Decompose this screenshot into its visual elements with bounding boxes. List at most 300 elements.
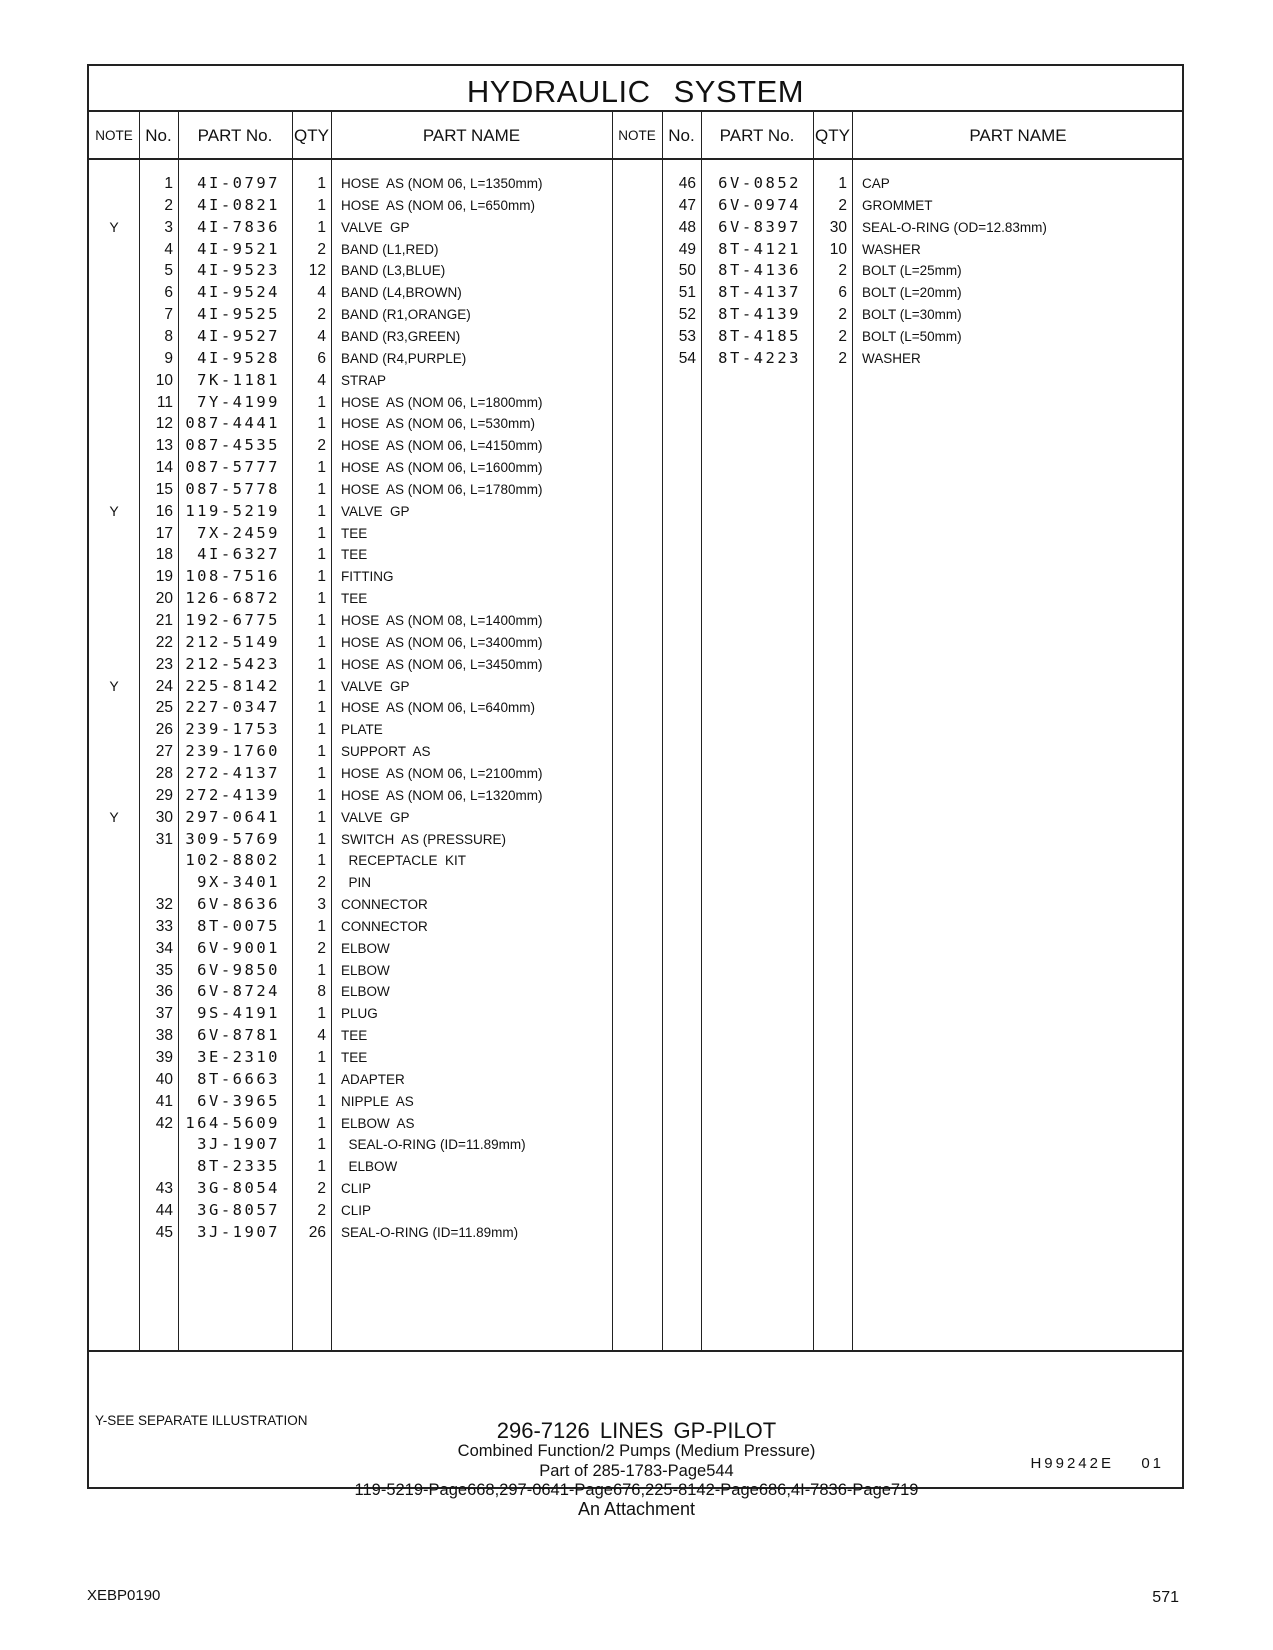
row-part-number: 6V-8397 [718, 217, 801, 236]
row-quantity: 2 [317, 939, 326, 957]
row-number: 49 [678, 240, 696, 258]
row-part-name: BAND (R1,ORANGE) [341, 307, 471, 323]
footnote: Y-SEE SEPARATE ILLUSTRATION [95, 1413, 308, 1428]
row-part-number: 7K-1181 [197, 370, 280, 389]
row-number: 23 [155, 655, 173, 673]
row-part-number: 297-0641 [185, 807, 280, 826]
table-row [89, 587, 1184, 610]
caption-subtitle: Combined Function/2 Pumps (Medium Pressure) [457, 1442, 816, 1460]
row-part-name: SEAL-O-RING (OD=12.83mm) [862, 219, 1047, 235]
row-quantity: 1 [317, 786, 326, 804]
row-quantity: 8 [317, 983, 326, 1001]
row-part-number: 239-1760 [185, 742, 280, 761]
drawing-revision: 01 [1141, 1455, 1164, 1472]
row-quantity: 1 [317, 677, 326, 695]
row-number: 41 [155, 1092, 173, 1110]
row-part-name: NIPPLE AS [341, 1093, 414, 1109]
row-quantity: 1 [317, 546, 326, 564]
table-row [89, 828, 1184, 851]
row-part-name: BOLT (L=50mm) [862, 328, 962, 344]
row-quantity: 4 [317, 1027, 326, 1045]
row-part-name: PLATE [341, 722, 383, 738]
row-part-number: 4I-9527 [197, 326, 280, 345]
row-quantity: 1 [317, 590, 326, 608]
row-quantity: 1 [317, 961, 326, 979]
table-row [89, 980, 1184, 1003]
row-part-number: 4I-9524 [197, 283, 280, 302]
parts-table-frame [87, 64, 1184, 1489]
row-part-number: 272-4139 [185, 785, 280, 804]
table-row [89, 194, 1184, 217]
row-number: 36 [155, 983, 173, 1001]
row-part-name: TEE [341, 547, 368, 563]
row-part-number: 272-4137 [185, 763, 280, 782]
row-part-number: 6V-9850 [197, 960, 280, 979]
row-part-number: 6V-9001 [197, 938, 280, 957]
table-row [89, 653, 1184, 676]
row-quantity: 2 [317, 874, 326, 892]
header-part-no: PART No. [719, 126, 795, 145]
row-quantity: 1 [317, 1136, 326, 1154]
caption-title: 296-7126 LINES GP-PILOT [496, 1418, 777, 1443]
row-quantity: 2 [317, 1180, 326, 1198]
table-row [89, 478, 1184, 501]
row-part-name: HOSE AS (NOM 06, L=650mm) [341, 197, 535, 213]
table-row [89, 806, 1184, 829]
table-row [89, 1133, 1184, 1156]
row-quantity: 1 [317, 852, 326, 870]
row-quantity: 1 [317, 502, 326, 520]
row-number: 5 [164, 262, 173, 280]
row-number: 54 [678, 349, 696, 367]
row-part-name: HOSE AS (NOM 06, L=1350mm) [341, 176, 543, 191]
row-part-name: SEAL-O-RING (ID=11.89mm) [341, 1137, 526, 1153]
row-quantity: 1 [317, 699, 326, 717]
row-part-number: 8T-4139 [718, 305, 801, 324]
table-row [89, 631, 1184, 654]
row-part-number: 8T-4136 [718, 261, 801, 280]
header-qty: QTY [815, 126, 850, 145]
row-note: Y [109, 808, 119, 825]
row-quantity: 1 [317, 1114, 326, 1132]
row-part-name: HOSE AS (NOM 06, L=3450mm) [341, 656, 543, 672]
row-number: 43 [155, 1180, 173, 1198]
row-part-name: ELBOW AS [341, 1115, 415, 1131]
row-part-name: TEE [341, 1028, 368, 1044]
row-quantity: 1 [317, 743, 326, 761]
row-part-number: 3J-1907 [197, 1222, 280, 1241]
row-quantity: 1 [317, 633, 326, 651]
header-part-no: PART No. [197, 126, 273, 145]
row-quantity: 2 [317, 1201, 326, 1219]
row-part-number: 6V-0852 [718, 174, 801, 192]
row-quantity: 2 [838, 349, 847, 367]
row-note: Y [109, 502, 119, 519]
row-quantity: 2 [838, 196, 847, 214]
row-part-name: VALVE GP [341, 219, 410, 235]
table-row [89, 1155, 1184, 1178]
row-part-name: HOSE AS (NOM 06, L=1800mm) [341, 394, 543, 410]
table-row [89, 259, 1184, 282]
table-row [89, 1024, 1184, 1047]
row-part-name: HOSE AS (NOM 06, L=530mm) [341, 416, 535, 432]
row-number: 16 [155, 502, 173, 520]
header-note: NOTE [95, 128, 133, 143]
row-number: 7 [164, 306, 173, 324]
row-part-number: 4I-9523 [197, 261, 280, 280]
row-part-number: 225-8142 [185, 676, 280, 695]
row-quantity: 1 [317, 655, 326, 673]
table-row [89, 325, 1184, 348]
row-part-number: 8T-6663 [197, 1069, 280, 1088]
table-row [89, 1199, 1184, 1222]
table-row [89, 675, 1184, 698]
row-number: 14 [155, 459, 173, 477]
row-quantity: 1 [317, 459, 326, 477]
table-row [89, 391, 1184, 414]
table-row [89, 281, 1184, 304]
row-number: 39 [155, 1049, 173, 1066]
row-number: 47 [678, 196, 696, 214]
row-part-number: 164-5609 [185, 1113, 280, 1132]
table-row [89, 1177, 1184, 1200]
row-number: 11 [156, 393, 173, 411]
row-part-name: PIN [341, 875, 372, 891]
row-quantity: 2 [838, 306, 847, 324]
row-quantity: 2 [838, 262, 847, 280]
table-row [89, 522, 1184, 545]
row-part-name: STRAP [341, 372, 387, 388]
row-part-name: HOSE AS (NOM 06, L=640mm) [341, 700, 535, 716]
row-quantity: 1 [317, 1005, 326, 1023]
row-quantity: 1 [317, 175, 326, 192]
row-part-name: RECEPTACLE KIT [341, 853, 467, 869]
row-part-name: CAP [862, 176, 890, 191]
table-row [89, 347, 1184, 370]
table-row [89, 216, 1184, 239]
row-quantity: 2 [317, 306, 326, 324]
header-no: No. [668, 126, 695, 145]
row-number: 17 [155, 524, 173, 542]
row-number: 6 [164, 284, 173, 302]
row-part-number: 6V-8781 [197, 1026, 280, 1045]
row-number: 25 [155, 699, 173, 717]
row-part-name: ELBOW [341, 984, 390, 1000]
table-row [89, 303, 1184, 326]
row-part-name: HOSE AS (NOM 06, L=4150mm) [341, 438, 543, 454]
table-row [89, 412, 1184, 435]
row-part-number: 8T-2335 [197, 1157, 280, 1176]
header-qty: QTY [294, 126, 329, 145]
row-part-name: WASHER [862, 241, 921, 257]
table-row [89, 1046, 1184, 1069]
row-part-number: 126-6872 [185, 589, 280, 608]
row-number: 19 [155, 568, 173, 586]
row-number: 38 [155, 1027, 173, 1045]
row-quantity: 2 [317, 437, 326, 455]
row-part-number: 4I-9525 [197, 305, 280, 324]
caption-page-references: 119-5219-Page668,297-0641-Page676,225-8142-Page686,4I-7836-Page719 [354, 1481, 919, 1499]
row-quantity: 1 [317, 1158, 326, 1176]
row-number: 18 [155, 546, 173, 564]
row-part-number: 4I-0821 [197, 195, 280, 214]
page-number: 571 [1152, 1589, 1179, 1606]
table-row [89, 565, 1184, 588]
row-number: 50 [678, 262, 696, 280]
row-quantity: 1 [317, 480, 326, 498]
row-note: Y [109, 218, 119, 235]
row-part-name: CLIP [341, 1181, 372, 1197]
table-row [89, 696, 1184, 719]
table-row [89, 915, 1184, 938]
row-number: 34 [155, 939, 173, 957]
row-quantity: 1 [317, 721, 326, 739]
table-row [89, 1068, 1184, 1091]
row-number: 42 [155, 1114, 173, 1132]
row-note: Y [109, 677, 119, 694]
row-quantity: 1 [317, 196, 326, 214]
row-number: 51 [678, 284, 696, 302]
row-part-name: CLIP [341, 1202, 372, 1218]
row-quantity: 30 [829, 218, 847, 236]
row-part-number: 192-6775 [185, 611, 280, 629]
row-number: 44 [155, 1201, 173, 1219]
row-quantity: 1 [317, 764, 326, 782]
row-part-number: 8T-4185 [718, 326, 801, 345]
row-part-number: 4I-9521 [197, 239, 280, 258]
row-part-name: CONNECTOR [341, 918, 428, 934]
row-number: 37 [155, 1005, 173, 1023]
row-quantity: 1 [317, 1070, 326, 1088]
table-row [89, 740, 1184, 763]
row-part-number: 7X-2459 [197, 523, 280, 542]
row-part-name: HOSE AS (NOM 08, L=1400mm) [341, 613, 543, 628]
row-number: 53 [678, 327, 696, 345]
row-part-number: 6V-3965 [197, 1091, 280, 1110]
row-part-number: 6V-8636 [197, 895, 280, 914]
row-part-name: FITTING [341, 569, 394, 585]
row-part-name: HOSE AS (NOM 06, L=1600mm) [341, 460, 543, 476]
row-part-number: 3J-1907 [197, 1135, 280, 1154]
row-part-name: WASHER [862, 350, 921, 366]
row-part-name: SEAL-O-RING (ID=11.89mm) [341, 1224, 519, 1240]
table-row [89, 500, 1184, 523]
row-number: 21 [155, 612, 173, 629]
row-part-name: VALVE GP [341, 809, 410, 825]
header-part-name: PART NAME [969, 126, 1067, 145]
row-quantity: 1 [317, 1092, 326, 1110]
row-quantity: 1 [317, 808, 326, 826]
row-part-number: 4I-7836 [197, 217, 280, 236]
row-part-number: 8T-4223 [718, 348, 801, 367]
row-part-name: CONNECTOR [341, 897, 428, 913]
header-no: No. [145, 126, 172, 145]
header-part-name: PART NAME [422, 126, 521, 145]
row-quantity: 10 [829, 240, 847, 258]
row-part-name: BOLT (L=20mm) [862, 285, 962, 301]
row-quantity: 12 [308, 262, 326, 280]
row-part-number: 087-4535 [185, 436, 280, 455]
row-number: 22 [155, 633, 173, 651]
row-number: 20 [155, 590, 173, 608]
row-part-name: TEE [341, 1050, 368, 1065]
row-quantity: 6 [838, 284, 847, 302]
row-quantity: 1 [317, 568, 326, 586]
row-part-number: 102-8802 [185, 851, 280, 870]
row-number: 10 [155, 371, 173, 389]
row-part-name: HOSE AS (NOM 06, L=1320mm) [341, 787, 543, 803]
row-quantity: 1 [317, 393, 326, 411]
row-part-name: HOSE AS (NOM 06, L=2100mm) [341, 765, 543, 781]
row-part-name: GROMMET [862, 197, 933, 213]
row-number: 15 [155, 480, 173, 498]
row-part-number: 087-5777 [185, 458, 280, 477]
row-part-name: BAND (R4,PURPLE) [341, 350, 467, 366]
row-number: 40 [155, 1070, 173, 1088]
row-number: 12 [155, 415, 173, 433]
row-quantity: 1 [317, 612, 326, 629]
table-row [89, 456, 1184, 479]
row-number: 35 [155, 961, 173, 979]
table-row [89, 871, 1184, 894]
row-part-name: BOLT (L=25mm) [862, 263, 962, 279]
row-part-name: BAND (L4,BROWN) [341, 285, 462, 301]
row-number: 32 [155, 896, 173, 914]
row-part-number: 9S-4191 [197, 1004, 280, 1023]
table-row [89, 609, 1184, 632]
row-part-number: 8T-0075 [197, 916, 280, 935]
row-part-name: HOSE AS (NOM 06, L=3400mm) [341, 634, 543, 650]
table-row [89, 1002, 1184, 1025]
table-row [89, 937, 1184, 960]
table-row [89, 543, 1184, 566]
row-part-number: 309-5769 [185, 829, 280, 848]
table-row [89, 1221, 1184, 1244]
row-part-name: BAND (L1,RED) [341, 241, 439, 257]
row-number: 1 [164, 175, 173, 192]
row-part-name: ELBOW [341, 962, 390, 978]
row-part-name: VALVE GP [341, 503, 410, 519]
row-quantity: 6 [317, 349, 326, 367]
row-number: 30 [155, 808, 173, 826]
row-quantity: 1 [317, 917, 326, 935]
table-row [89, 762, 1184, 785]
row-part-name: BOLT (L=30mm) [862, 307, 962, 323]
row-part-number: 3G-8054 [197, 1179, 280, 1198]
row-number: 46 [678, 175, 696, 192]
row-quantity: 4 [317, 327, 326, 345]
row-part-number: 9X-3401 [197, 873, 280, 892]
row-part-number: 7Y-4199 [197, 392, 280, 411]
row-number: 33 [155, 917, 173, 935]
row-number: 9 [164, 349, 173, 367]
row-part-number: 4I-6327 [197, 545, 280, 564]
row-part-number: 108-7516 [185, 567, 280, 586]
row-part-name: TEE [341, 525, 368, 541]
row-quantity: 1 [317, 524, 326, 542]
row-number: 27 [155, 743, 173, 761]
table-row [89, 434, 1184, 457]
row-number: 4 [164, 240, 173, 258]
row-quantity: 26 [308, 1223, 326, 1241]
table-row [89, 959, 1184, 982]
row-number: 45 [155, 1223, 173, 1241]
row-part-name: SWITCH AS (PRESSURE) [341, 831, 507, 847]
row-part-name: ADAPTER [341, 1071, 405, 1087]
row-quantity: 4 [317, 284, 326, 302]
row-part-name: ELBOW [341, 940, 390, 956]
row-number: 31 [155, 830, 173, 848]
row-part-number: 3G-8057 [197, 1200, 280, 1219]
table-row [89, 784, 1184, 807]
caption-attachment: An Attachment [577, 1499, 696, 1519]
row-number: 3 [164, 218, 173, 236]
row-part-number: 3E-2310 [197, 1048, 280, 1066]
row-part-number: 212-5149 [185, 632, 280, 651]
row-part-number: 239-1753 [185, 720, 280, 739]
row-part-number: 6V-8724 [197, 982, 280, 1001]
row-part-number: 4I-9528 [197, 348, 280, 367]
table-row [89, 849, 1184, 872]
document-code: XEBP0190 [87, 1587, 161, 1604]
table-row [89, 172, 1184, 195]
row-number: 29 [155, 786, 173, 804]
header-note: NOTE [618, 128, 656, 143]
row-part-number: 119-5219 [185, 501, 280, 520]
row-part-name: TEE [341, 591, 368, 607]
row-part-number: 087-4441 [185, 414, 280, 433]
row-part-number: 212-5423 [185, 654, 280, 673]
caption-parent-reference: Part of 285-1783-Page544 [539, 1462, 734, 1480]
row-part-number: 227-0347 [185, 698, 280, 717]
row-number: 26 [155, 721, 173, 739]
row-part-number: 4I-0797 [197, 174, 280, 192]
row-part-number: 6V-0974 [718, 195, 801, 214]
row-part-number: 8T-4137 [718, 283, 801, 302]
row-quantity: 1 [317, 218, 326, 236]
row-number: 13 [155, 437, 173, 455]
table-row [89, 369, 1184, 392]
table-row [89, 1112, 1184, 1135]
row-number: 8 [164, 327, 173, 345]
row-number: 48 [678, 218, 696, 236]
row-number: 24 [155, 677, 173, 695]
table-row [89, 1090, 1184, 1113]
table-row [89, 238, 1184, 261]
row-number: 28 [155, 764, 173, 782]
row-number: 52 [678, 306, 696, 324]
row-number: 2 [164, 196, 173, 214]
row-part-name: VALVE GP [341, 678, 410, 694]
row-part-name: PLUG [341, 1006, 378, 1022]
row-part-name: HOSE AS (NOM 06, L=1780mm) [341, 481, 543, 497]
row-part-name: BAND (R3,GREEN) [341, 328, 461, 344]
row-part-name: ELBOW [341, 1159, 398, 1175]
row-part-name: SUPPORT AS [341, 744, 431, 760]
row-part-name: BAND (L3,BLUE) [341, 263, 446, 279]
row-quantity: 1 [838, 175, 847, 192]
row-quantity: 1 [317, 1049, 326, 1066]
row-part-number: 8T-4121 [718, 239, 801, 258]
row-quantity: 2 [317, 240, 326, 258]
row-quantity: 4 [317, 371, 326, 389]
row-quantity: 1 [317, 415, 326, 433]
drawing-id: H99242E [1030, 1455, 1114, 1472]
table-row [89, 718, 1184, 741]
table-row [89, 893, 1184, 916]
row-quantity: 1 [317, 830, 326, 848]
row-quantity: 2 [838, 327, 847, 345]
